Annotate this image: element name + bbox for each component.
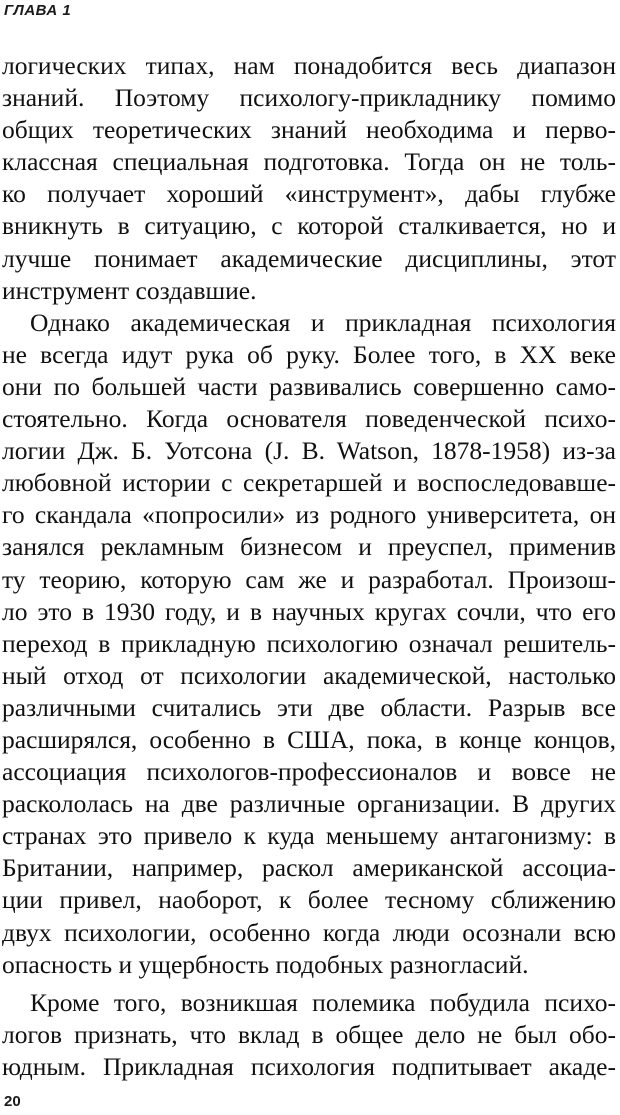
text-line: инструмент создавшие.	[2, 275, 257, 305]
text-line: странах это привело к куда меньшему антагонизму: в	[2, 821, 616, 851]
text-line: любовной истории с секретаршей и воспоследовавше-	[2, 468, 616, 498]
paragraph	[2, 987, 616, 1083]
text-line: стоятельно. Когда основателя поведенческой психо-	[2, 404, 616, 434]
text-line: раскололась на две различные организации. В других	[2, 789, 616, 819]
text-line: общих теоретических знаний необходима и перво-	[2, 115, 616, 145]
text-line: ту теорию, которую сам же и разработал. Произош-	[2, 564, 616, 594]
text-line: занялся рекламным бизнесом и преуспел, применив	[2, 532, 616, 562]
text-line: логических типах, нам понадобится весь диапазон	[2, 51, 616, 80]
text-line: двух психологии, особенно когда люди осознали всю	[2, 917, 616, 947]
text-line: знаний. Поэтому психологу-прикладнику помимо	[2, 83, 616, 113]
text-line: расширялся, особенно в США, пока, в конце концов,	[2, 724, 616, 754]
text-line: ло это в 1930 году, и в научных кругах сочли, что его	[2, 596, 616, 626]
text-line: ный отход от психологии академической, настолько	[2, 660, 616, 690]
text-line: Британии, например, раскол американской ассоциа-	[2, 853, 616, 883]
body-text	[2, 50, 616, 1083]
text-line: логии Дж. Б. Уотсона (J. B. Watson, 1878-1958) из-за	[2, 436, 616, 466]
text-line: го скандала «попросили» из родного университета, он	[2, 500, 616, 530]
text-line: опасность и ущербность подобных разногласий.	[2, 949, 529, 979]
text-line: различными считались эти две области. Разрыв все	[2, 692, 616, 722]
text-line: логов признать, что вклад в общее дело не был обо-	[2, 1019, 616, 1049]
text-line: ции привел, наоборот, к более тесному сближению	[2, 885, 616, 915]
text-line: классная специальная подготовка. Тогда он не толь-	[2, 147, 616, 177]
text-line: не всегда идут рука об руку. Более того, в XX веке	[2, 339, 616, 369]
text-line: ассоциация психологов-профессионалов и вовсе не	[2, 757, 616, 787]
paragraph	[2, 50, 616, 307]
text-line: ко получает хороший «инструмент», дабы глубже	[2, 179, 616, 209]
text-line: Кроме того, возникшая полемика побудила психо-	[30, 987, 616, 1017]
text-line: юдным. Прикладная психология подпитывает акаде-	[2, 1051, 616, 1081]
text-line: переход в прикладную психологию означал решитель-	[2, 628, 616, 658]
text-line: лучше понимает академические дисциплины, этот	[2, 243, 616, 273]
page-number: 20	[4, 1093, 21, 1110]
paragraph	[2, 307, 616, 981]
text-line: они по большей части развивались совершенно само-	[2, 371, 616, 401]
text-line: Однако академическая и прикладная психология	[30, 307, 616, 337]
running-head: ГЛАВА 1	[4, 2, 72, 19]
text-line: вникнуть в ситуацию, с которой сталкивается, но и	[2, 211, 616, 241]
